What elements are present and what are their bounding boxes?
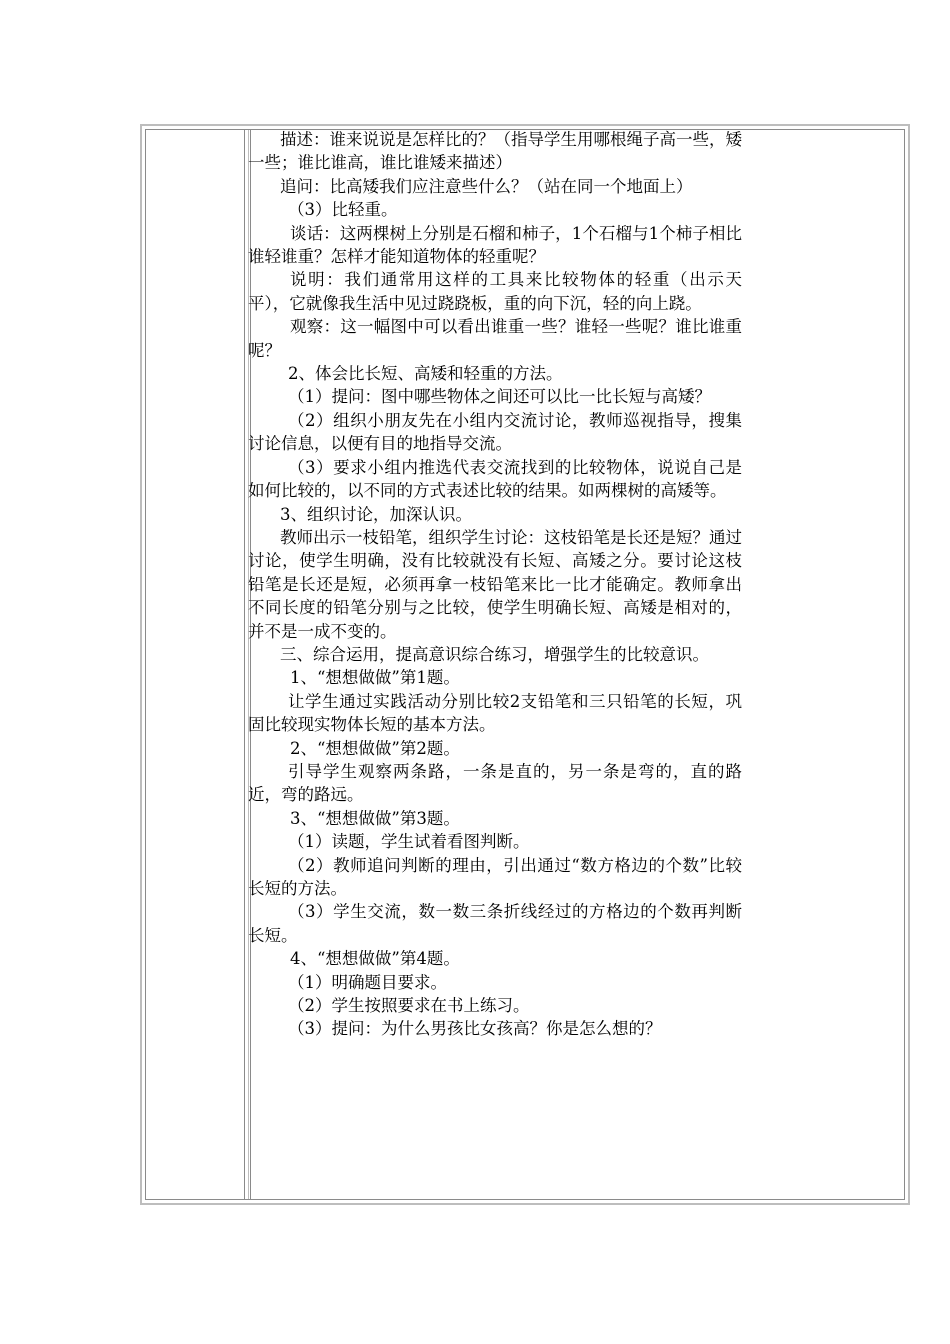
paragraph: 观察：这一幅图中可以看出谁重一些？谁轻一些呢？谁比谁重呢？	[248, 317, 742, 360]
left-column-cell	[146, 130, 245, 1199]
paragraph: 让学生通过实践活动分别比较2支铅笔和三只铅笔的长短，巩固比较现实物体长短的基本方法。	[248, 691, 742, 735]
paragraph: 三、综合运用，提高意识综合练习，增强学生的比较意识。	[280, 644, 709, 664]
paragraph: 1、“想想做做”第1题。	[290, 668, 460, 688]
paragraph: 谈话：这两棵树上分别是石榴和柿子，1个石榴与1个柿子相比谁轻谁重？怎样才能知道物体的轻重呢？	[248, 223, 742, 267]
paragraph: （1）读题，学生试着看图判断。	[288, 832, 530, 852]
paragraph: 追问：比高矮我们应注意些什么？（站在同一个地面上）	[280, 176, 693, 196]
paragraph: （1）明确题目要求。	[288, 972, 447, 992]
paragraph: 4、“想想做做”第4题。	[290, 949, 460, 969]
paragraph: （3）提问：为什么男孩比女孩高？你是怎么想的？	[288, 1019, 662, 1039]
paragraph: （1）提问：图中哪些物体之间还可以比一比长短与高矮？	[288, 387, 711, 407]
paragraph: 教师出示一枝铅笔，组织学生讨论：这枝铅笔是长还是短？通过讨论，使学生明确，没有比较就没有长短、高矮之分。要讨论这枝铅笔是长还是短，必须再拿一枝铅笔来比一比才能确定。教师拿出不同长度的铅笔分别与之比较，使学生明确长短、高矮是相对的，并不是一成不变的。	[248, 527, 742, 641]
paragraph: （2）学生按照要求在书上练习。	[288, 996, 530, 1016]
paragraph: 3、“想想做做”第3题。	[290, 808, 460, 828]
paragraph: （3）学生交流，数一数三条折线经过的方格边的个数再判断长短。	[248, 902, 742, 945]
paragraph: （3）比轻重。	[288, 200, 398, 220]
paragraph: 说明：我们通常用这样的工具来比较物体的轻重（出示天平），它就像我生活中见过跷跷板，重的向下沉，轻的向上跷。	[248, 270, 742, 313]
paragraph: （2）组织小朋友先在小组内交流讨论，教师巡视指导，搜集讨论信息，以便有目的地指导交流。	[248, 410, 742, 454]
paragraph: （3）要求小组内推选代表交流找到的比较物体，说说自己是如何比较的，以不同的方式表述比较的结果。如两棵树的高矮等。	[248, 457, 742, 501]
paragraph: 描述：谁来说说是怎样比的？（指导学生用哪根绳子高一些，矮一些；谁比谁高，谁比谁矮来描述）	[248, 130, 742, 173]
paragraph: 引导学生观察两条路，一条是直的，另一条是弯的，直的路近，弯的路远。	[248, 761, 742, 805]
lesson-content	[248, 128, 742, 1041]
paragraph: （2）教师追问判断的理由，引出通过“数方格边的个数”比较长短的方法。	[248, 855, 742, 898]
paragraph: 2、体会比长短、高矮和轻重的方法。	[288, 364, 563, 384]
paragraph: 2、“想想做做”第2题。	[290, 738, 460, 758]
paragraph: 3、组织讨论，加深认识。	[280, 504, 472, 524]
